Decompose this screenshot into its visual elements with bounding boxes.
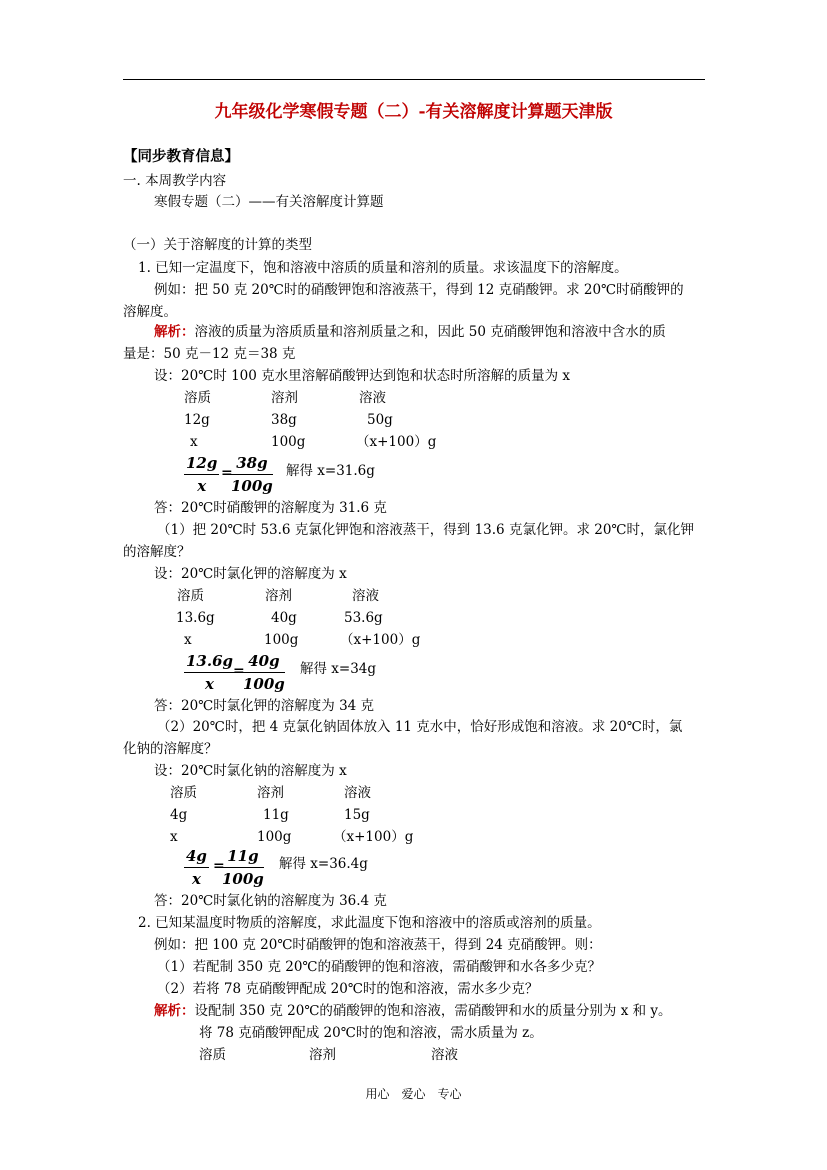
table-3-cell: 11g bbox=[263, 807, 289, 823]
fraction-denominator: x bbox=[197, 477, 207, 495]
answer-2: 答：20℃时氯化钾的溶解度为 34 克 bbox=[154, 698, 375, 714]
setup-1: 设：20℃时 100 克水里溶解硝酸钾达到饱和状态时所溶解的质量为 x bbox=[154, 368, 571, 384]
analysis-label: 解析： bbox=[154, 324, 195, 340]
answer-3: 答：20℃时氯化钠的溶解度为 36.4 克 bbox=[154, 893, 387, 909]
table-2-cell: 53.6g bbox=[344, 610, 383, 626]
fraction-1-left bbox=[184, 456, 219, 494]
table-1-cell: 50g bbox=[367, 412, 393, 428]
analysis-1-text: 溶液的质量为溶质质量和溶剂质量之和，因此 50 克硝酸钾饱和溶液中含水的质 bbox=[194, 324, 666, 340]
equals-sign: = bbox=[233, 663, 245, 679]
footer-text: 专心 bbox=[437, 1087, 462, 1101]
table-2-cell: x bbox=[184, 632, 192, 648]
fraction-denominator: x bbox=[191, 870, 201, 888]
table-3-cell: 4g bbox=[170, 807, 188, 823]
equals-sign: = bbox=[213, 858, 225, 874]
week-heading: 一. 本周教学内容 bbox=[123, 173, 227, 189]
footer-text: 爱心 bbox=[401, 1087, 426, 1101]
topic-line: 寒假专题（二）——有关溶解度计算题 bbox=[154, 194, 384, 210]
table-1-cell: x bbox=[190, 434, 198, 450]
table-2-cell: 100g bbox=[264, 632, 299, 648]
table-4-header-solvent: 溶剂 bbox=[309, 1047, 336, 1063]
type-heading: （一）关于溶解度的计算的类型 bbox=[123, 237, 312, 253]
question-2-line-2: 的溶解度？ bbox=[123, 544, 191, 560]
fraction-2-left bbox=[184, 654, 235, 692]
answer-1: 答：20℃时硝酸钾的溶解度为 31.6 克 bbox=[154, 500, 387, 516]
fraction-1-right bbox=[231, 456, 273, 494]
table-1-cell: 12g bbox=[184, 412, 210, 428]
example-2-question-1: （1）若配制 350 克 20℃的硝酸钾的饱和溶液，需硝酸钾和水各多少克？ bbox=[157, 959, 602, 975]
fraction-denominator: 100g bbox=[222, 870, 264, 888]
example-1-line-2: 溶解度。 bbox=[123, 304, 177, 320]
question-3-line-2: 化钠的溶解度？ bbox=[123, 741, 218, 757]
example-1-line-1: 例如：把 50 克 20℃时的硝酸钾饱和溶液蒸干，得到 12 克硝酸钾。求 20℃时硝酸钾的 bbox=[154, 282, 684, 298]
section-heading: 【同步教育信息】 bbox=[123, 148, 239, 165]
question-2-line-1: （1）把 20℃时 53.6 克氯化钾饱和溶液蒸干，得到 13.6 克氯化钾。求 20℃时，氯化钾 bbox=[157, 522, 695, 538]
table-2-cell: （x+100）g bbox=[340, 632, 421, 648]
analysis-1-line-2: 量是：50 克－12 克＝38 克 bbox=[123, 346, 296, 362]
table-2-header-solute: 溶质 bbox=[177, 588, 204, 604]
setup-2: 设：20℃时氯化钾的溶解度为 x bbox=[154, 566, 347, 582]
fraction-3-right bbox=[222, 849, 264, 887]
table-3-header-solute: 溶质 bbox=[170, 785, 197, 801]
table-4-header-solution: 溶液 bbox=[431, 1047, 458, 1063]
equals-sign: = bbox=[221, 465, 233, 481]
solution-1: 解得 x=31.6g bbox=[286, 463, 375, 479]
fraction-numerator: 11g bbox=[222, 849, 264, 868]
footer-text: 用心 bbox=[365, 1087, 390, 1101]
example-2: 例如：把 100 克 20℃时硝酸钾的饱和溶液蒸干，得到 24 克硝酸钾。则： bbox=[154, 937, 602, 953]
analysis-2-text: 设配制 350 克 20℃的硝酸钾的饱和溶液，需硝酸钾和水的质量分别为 x 和 y。 bbox=[194, 1003, 672, 1019]
example-2-question-2: （2）若将 78 克硝酸钾配成 20℃时的饱和溶液，需水多少克？ bbox=[157, 981, 539, 997]
table-3-header-solution: 溶液 bbox=[344, 785, 371, 801]
table-1-cell: 100g bbox=[271, 434, 306, 450]
analysis-label: 解析： bbox=[154, 1003, 195, 1019]
analysis-2-line-2: 将 78 克硝酸钾配成 20℃时的饱和溶液，需水质量为 z。 bbox=[199, 1025, 543, 1041]
table-3-cell: x bbox=[170, 829, 178, 845]
page-footer bbox=[0, 1088, 827, 1100]
table-3-cell: 15g bbox=[344, 807, 370, 823]
table-2-header-solvent: 溶剂 bbox=[265, 588, 292, 604]
fraction-numerator: 4g bbox=[184, 849, 209, 868]
table-1-cell: （x+100）g bbox=[356, 434, 437, 450]
table-1-header-solution: 溶液 bbox=[359, 390, 386, 406]
header-rule bbox=[123, 79, 705, 80]
fraction-denominator: 100g bbox=[231, 477, 273, 495]
setup-3: 设：20℃时氯化钠的溶解度为 x bbox=[154, 763, 347, 779]
table-2-cell: 13.6g bbox=[176, 610, 215, 626]
table-3-header-solvent: 溶剂 bbox=[257, 785, 284, 801]
analysis-1-line-1 bbox=[154, 326, 666, 340]
table-3-cell: （x+100）g bbox=[333, 829, 414, 845]
fraction-numerator: 40g bbox=[243, 654, 285, 673]
fraction-numerator: 13.6g bbox=[184, 654, 235, 673]
problem-1: 1. 已知一定温度下，饱和溶液中溶质的质量和溶剂的质量。求该温度下的溶解度。 bbox=[138, 260, 628, 276]
fraction-2-right bbox=[243, 654, 285, 692]
analysis-2-line-1 bbox=[154, 1005, 672, 1019]
solution-3: 解得 x=36.4g bbox=[279, 856, 368, 872]
fraction-numerator: 38g bbox=[231, 456, 273, 475]
fraction-3-left bbox=[184, 849, 209, 887]
table-1-cell: 38g bbox=[271, 412, 297, 428]
problem-2: 2. 已知某温度时物质的溶解度，求此温度下饱和溶液中的溶质或溶剂的质量。 bbox=[138, 915, 601, 931]
table-1-header-solute: 溶质 bbox=[184, 390, 211, 406]
table-1-header-solvent: 溶剂 bbox=[271, 390, 298, 406]
table-4-header-solute: 溶质 bbox=[199, 1047, 226, 1063]
fraction-denominator: x bbox=[205, 675, 214, 693]
page-title: 九年级化学寒假专题（二）-有关溶解度计算题天津版 bbox=[214, 102, 613, 122]
fraction-denominator: 100g bbox=[243, 675, 285, 693]
fraction-numerator: 12g bbox=[184, 456, 219, 475]
solution-2: 解得 x=34g bbox=[300, 661, 377, 677]
table-2-cell: 40g bbox=[271, 610, 297, 626]
table-2-header-solution: 溶液 bbox=[352, 588, 379, 604]
table-3-cell: 100g bbox=[257, 829, 292, 845]
question-3-line-1: （2）20℃时，把 4 克氯化钠固体放入 11 克水中，恰好形成饱和溶液。求 20℃时，氯 bbox=[157, 719, 683, 735]
